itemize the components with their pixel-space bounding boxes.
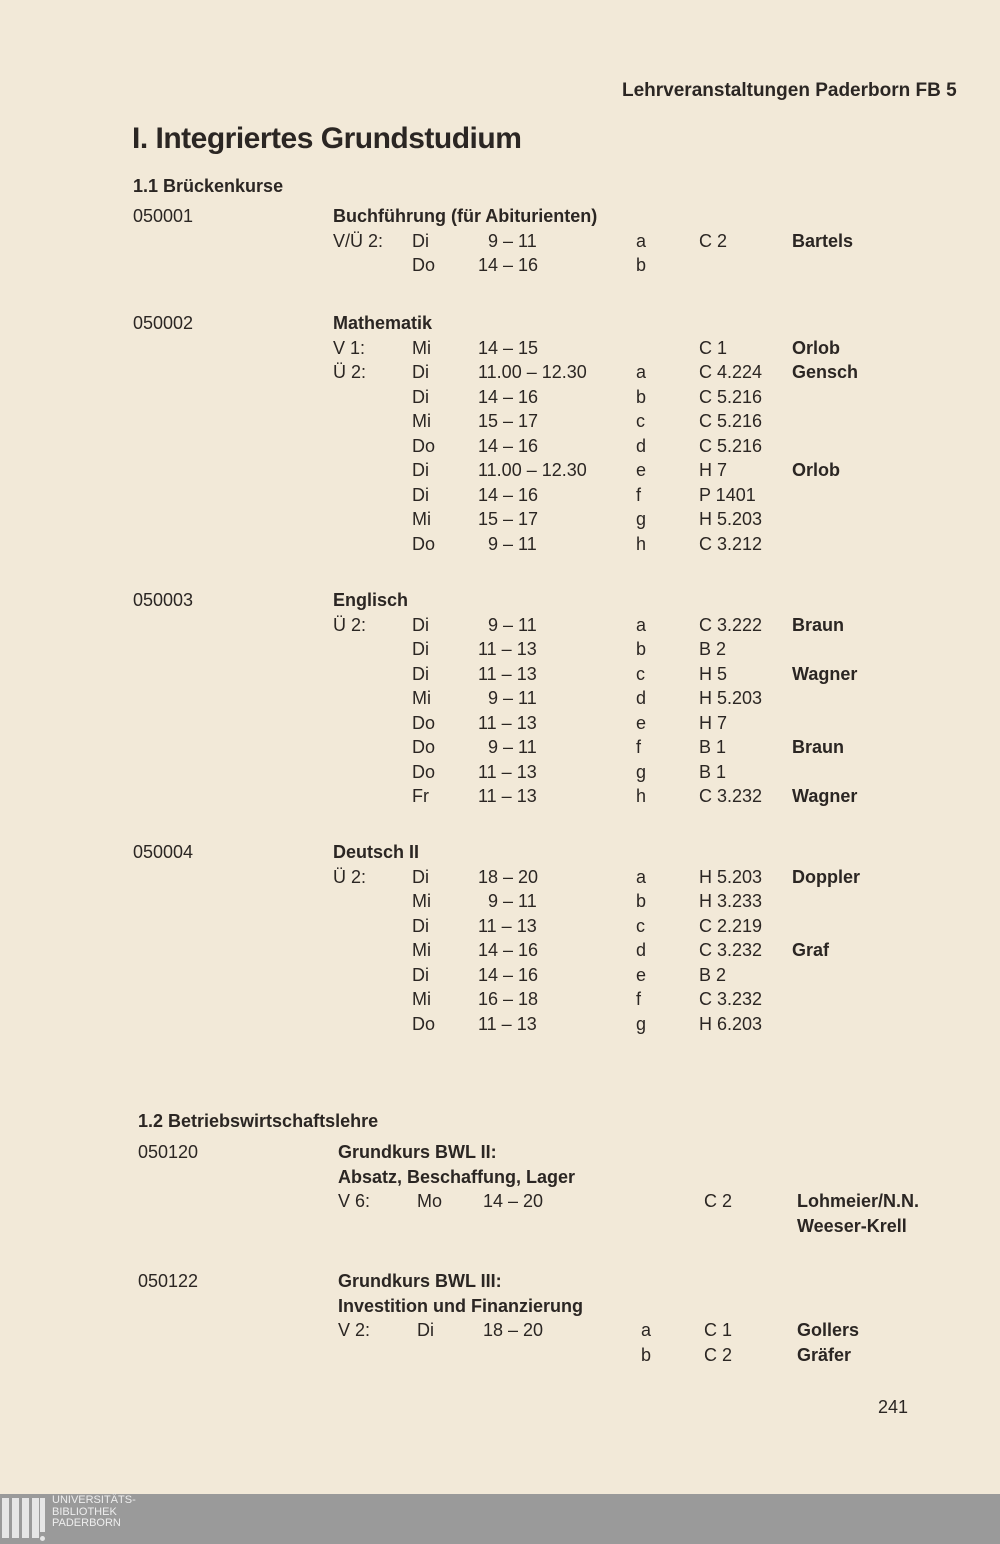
session-type: V/Ü 2: xyxy=(333,230,384,251)
session-time: 14 – 16 xyxy=(478,255,539,275)
session-lecturer: Doppler xyxy=(792,866,861,887)
session-room: H 5.203 xyxy=(699,509,763,529)
session-time: 11 – 13 xyxy=(478,761,537,782)
course-title: Englisch xyxy=(333,590,409,610)
session-room: C 1 xyxy=(699,337,728,358)
session-room: C 2 xyxy=(704,1344,733,1365)
session-room: H 3.233 xyxy=(699,891,763,911)
session-day: Di xyxy=(412,915,429,936)
session-type: V 2: xyxy=(338,1320,371,1340)
session-group: b xyxy=(636,891,647,911)
session-time: 11 – 13 xyxy=(478,786,537,806)
session-lecturer: Lohmeier/N.N. xyxy=(797,1191,920,1211)
session-room: C 3.232 xyxy=(699,940,763,960)
session-room: H 5.203 xyxy=(699,688,763,708)
session-day: Di xyxy=(412,639,429,659)
session-day: Do xyxy=(412,255,436,275)
session-room: C 2 xyxy=(704,1191,733,1211)
session-day: Do xyxy=(412,533,436,554)
session-time: 15 – 17 xyxy=(478,411,539,431)
session-day: Mi xyxy=(412,688,431,708)
session-room: H 5 xyxy=(699,663,728,684)
session-group: b xyxy=(636,255,647,275)
session-group: f xyxy=(636,989,642,1009)
session-group: a xyxy=(636,614,647,635)
session-time: 9 – 11 xyxy=(488,737,537,757)
session-time: 9 – 11 xyxy=(488,891,537,911)
session-day: Mo xyxy=(417,1191,443,1211)
course-code: 050004 xyxy=(133,842,194,862)
session-group: f xyxy=(636,737,642,757)
session-day: Fr xyxy=(412,786,429,806)
session-type: Ü 2: xyxy=(333,362,367,382)
session-room: H 7 xyxy=(699,712,728,733)
session-group: e xyxy=(636,964,647,985)
session-group: a xyxy=(636,362,647,382)
session-day: Do xyxy=(412,761,436,782)
session-time: 15 – 17 xyxy=(478,509,539,529)
course-title: Deutsch II xyxy=(333,842,420,862)
session-time: 14 – 16 xyxy=(478,484,539,505)
session-time: 18 – 20 xyxy=(483,1320,544,1340)
session-room: C 3.212 xyxy=(699,533,763,554)
library-footer xyxy=(0,1494,1000,1544)
session-group: g xyxy=(636,509,647,529)
session-day: Di xyxy=(412,484,429,505)
session-group: e xyxy=(636,460,647,480)
session-lecturer: Wagner xyxy=(792,786,858,806)
course-title: Buchführung (für Abiturienten) xyxy=(333,206,598,226)
session-room: H 7 xyxy=(699,460,728,480)
session-day: Di xyxy=(412,386,429,407)
session-group: e xyxy=(636,712,647,733)
session-group: b xyxy=(636,386,647,407)
session-time: 9 – 11 xyxy=(488,533,537,554)
course-code: 050001 xyxy=(133,206,194,226)
session-time: 11 – 13 xyxy=(478,712,537,733)
session-lecturer: Bartels xyxy=(792,230,854,251)
session-day: Do xyxy=(412,1013,436,1034)
session-lecturer: Weeser-Krell xyxy=(797,1215,907,1236)
session-room: C 2.219 xyxy=(699,915,763,936)
session-room: B 1 xyxy=(699,737,727,757)
course-title: Investition und Finanzierung xyxy=(338,1295,583,1316)
session-group: h xyxy=(636,533,647,554)
session-day: Di xyxy=(412,614,429,635)
session-time: 11 – 13 xyxy=(478,915,537,936)
session-day: Di xyxy=(412,460,429,480)
session-room: C 3.232 xyxy=(699,786,763,806)
course-title: Grundkurs BWL III: xyxy=(338,1271,502,1291)
course-title: Mathematik xyxy=(333,313,433,333)
session-day: Mi xyxy=(412,509,431,529)
session-group: b xyxy=(641,1344,652,1365)
running-header: Lehrveranstaltungen Paderborn FB 5 xyxy=(622,80,957,101)
session-time: 11 – 13 xyxy=(478,663,537,684)
session-group: g xyxy=(636,1013,647,1034)
session-time: 14 – 16 xyxy=(478,435,539,456)
session-room: C 3.222 xyxy=(699,614,763,635)
session-type: Ü 2: xyxy=(333,614,367,635)
session-time: 14 – 15 xyxy=(478,337,539,358)
session-day: Mi xyxy=(412,411,431,431)
session-room: C 4.224 xyxy=(699,362,763,382)
session-room: C 1 xyxy=(704,1320,733,1340)
logo-line: UNIVERSITÄTS- xyxy=(52,1494,136,1506)
session-room: B 2 xyxy=(699,639,727,659)
session-type: Ü 2: xyxy=(333,866,367,887)
session-group: c xyxy=(636,411,645,431)
session-time: 14 – 16 xyxy=(478,386,539,407)
session-group: f xyxy=(636,484,642,505)
session-room: C 5.216 xyxy=(699,411,763,431)
session-lecturer: Orlob xyxy=(792,460,840,480)
session-room: C 5.216 xyxy=(699,435,763,456)
session-day: Di xyxy=(412,230,429,251)
page-title: I. Integriertes Grundstudium xyxy=(132,122,522,155)
session-group: d xyxy=(636,688,647,708)
session-group: g xyxy=(636,761,647,782)
session-room: C 5.216 xyxy=(699,386,763,407)
session-time: 14 – 20 xyxy=(483,1191,544,1211)
session-day: Di xyxy=(412,663,429,684)
course-code: 050120 xyxy=(138,1142,199,1162)
library-logo-text xyxy=(52,1495,136,1530)
session-time: 9 – 11 xyxy=(488,230,537,251)
session-time: 18 – 20 xyxy=(478,866,539,887)
session-time: 11.00 – 12.30 xyxy=(478,460,587,480)
session-type: V 1: xyxy=(333,337,366,358)
session-time: 9 – 11 xyxy=(488,688,537,708)
session-day: Do xyxy=(412,737,436,757)
session-lecturer: Gollers xyxy=(797,1320,860,1340)
course-title: Grundkurs BWL II: xyxy=(338,1142,497,1162)
session-room: H 5.203 xyxy=(699,866,763,887)
session-lecturer: Orlob xyxy=(792,337,840,358)
course-code: 050002 xyxy=(133,313,194,333)
session-group: h xyxy=(636,786,647,806)
course-code: 050003 xyxy=(133,590,194,610)
session-time: 11.00 – 12.30 xyxy=(478,362,587,382)
session-day: Do xyxy=(412,712,436,733)
session-room: C 3.232 xyxy=(699,989,763,1009)
session-lecturer: Wagner xyxy=(792,663,858,684)
session-day: Mi xyxy=(412,891,431,911)
session-day: Do xyxy=(412,435,436,456)
session-group: c xyxy=(636,663,645,684)
session-group: b xyxy=(636,639,647,659)
session-day: Di xyxy=(412,964,429,985)
session-room: C 2 xyxy=(699,230,728,251)
session-lecturer: Gräfer xyxy=(797,1344,852,1365)
session-day: Mi xyxy=(412,989,431,1009)
session-room: B 1 xyxy=(699,761,727,782)
session-lecturer: Braun xyxy=(792,737,845,757)
session-time: 14 – 16 xyxy=(478,940,539,960)
session-type: V 6: xyxy=(338,1191,371,1211)
session-time: 9 – 11 xyxy=(488,614,537,635)
section-heading: 1.2 Betriebswirtschaftslehre xyxy=(138,1111,379,1131)
logo-line: PADERBORN xyxy=(52,1517,121,1529)
session-group: a xyxy=(636,230,647,251)
session-day: Mi xyxy=(412,940,431,960)
session-time: 11 – 13 xyxy=(478,639,537,659)
course-title: Absatz, Beschaffung, Lager xyxy=(338,1166,576,1187)
session-group: d xyxy=(636,940,647,960)
session-room: B 2 xyxy=(699,964,727,985)
session-time: 16 – 18 xyxy=(478,989,539,1009)
session-group: a xyxy=(641,1320,652,1340)
session-group: d xyxy=(636,435,647,456)
session-day: Di xyxy=(412,866,429,887)
session-time: 11 – 13 xyxy=(478,1013,537,1034)
session-day: Di xyxy=(412,362,429,382)
session-group: a xyxy=(636,866,647,887)
session-lecturer: Braun xyxy=(792,614,845,635)
session-room: P 1401 xyxy=(699,484,756,505)
session-day: Mi xyxy=(412,337,431,358)
session-group: c xyxy=(636,915,645,936)
section-heading: 1.1 Brückenkurse xyxy=(133,176,284,196)
logo-line: BIBLIOTHEK xyxy=(52,1505,117,1518)
session-time: 14 – 16 xyxy=(478,964,539,985)
session-lecturer: Gensch xyxy=(792,362,859,382)
session-room: H 6.203 xyxy=(699,1013,763,1034)
course-code: 050122 xyxy=(138,1271,199,1291)
session-lecturer: Graf xyxy=(792,940,830,960)
session-day: Di xyxy=(417,1320,434,1340)
page-number: 241 xyxy=(878,1397,909,1417)
